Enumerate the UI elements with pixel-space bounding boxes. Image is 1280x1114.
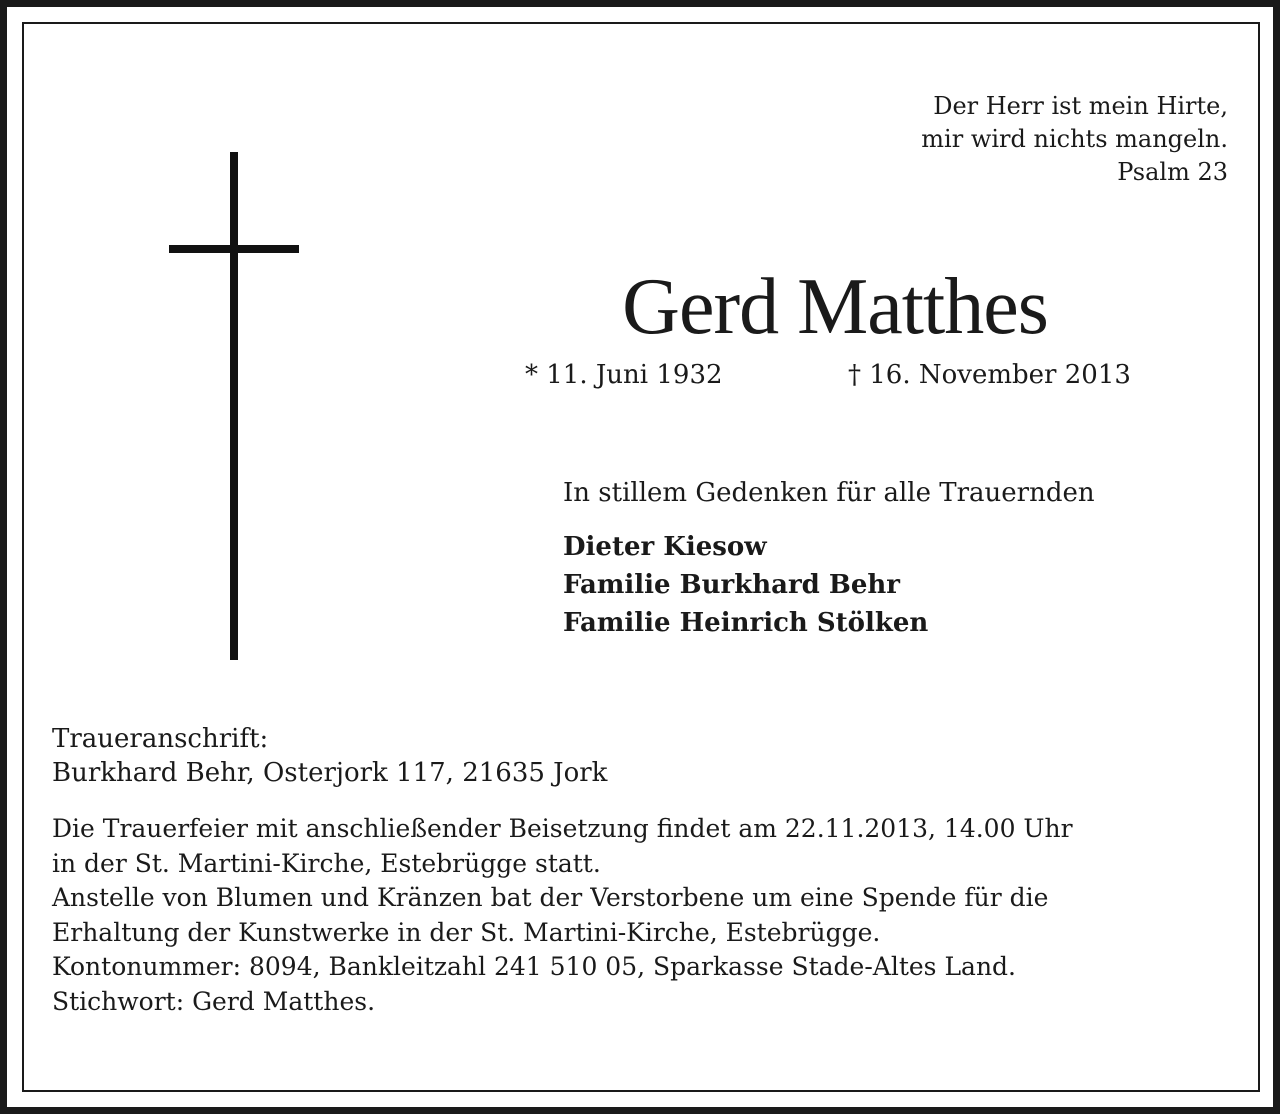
birth-date: * 11. Juni 1932: [525, 360, 723, 390]
notice-line: Anstelle von Blumen und Kränzen bat der Verstorbene um eine Spende für die: [52, 883, 1049, 912]
mourner-name: Dieter Kiesow: [563, 532, 767, 562]
address-label: Traueranschrift:: [52, 724, 269, 754]
memorial-text: In stillem Gedenken für alle Trauernden: [563, 478, 1095, 508]
psalm-line-2: mir wird nichts mangeln.: [921, 125, 1228, 153]
deceased-name: Gerd Matthes: [622, 263, 1048, 351]
death-date: † 16. November 2013: [848, 360, 1131, 390]
mourner-name: Familie Burkhard Behr: [563, 570, 901, 600]
psalm-line-1: Der Herr ist mein Hirte,: [933, 92, 1228, 120]
notice-line: Stichwort: Gerd Matthes.: [52, 986, 376, 1016]
psalm-reference: Psalm 23: [1117, 158, 1228, 186]
address-value: Burkhard Behr, Osterjork 117, 21635 Jork: [52, 758, 608, 788]
cross-horizontal-bar: [169, 245, 299, 253]
psalm-quote: [921, 90, 1228, 189]
mourning-address: [52, 722, 607, 790]
funeral-notice: [52, 812, 1232, 1019]
cross-vertical-bar: [230, 152, 238, 660]
notice-line: Kontonummer: 8094, Bankleitzahl 241 510 05, Sparkasse Stade-Altes Land.: [52, 952, 1017, 981]
notice-line: in der St. Martini-Kirche, Estebrügge statt.: [52, 848, 601, 878]
mourner-name: Familie Heinrich Stölken: [563, 608, 929, 638]
notice-line: Erhaltung der Kunstwerke in der St. Martini-Kirche, Estebrügge.: [52, 917, 881, 947]
notice-line: Die Trauerfeier mit anschließender Beisetzung findet am 22.11.2013, 14.00 Uhr: [52, 814, 1073, 843]
mourners-list: [563, 528, 928, 642]
